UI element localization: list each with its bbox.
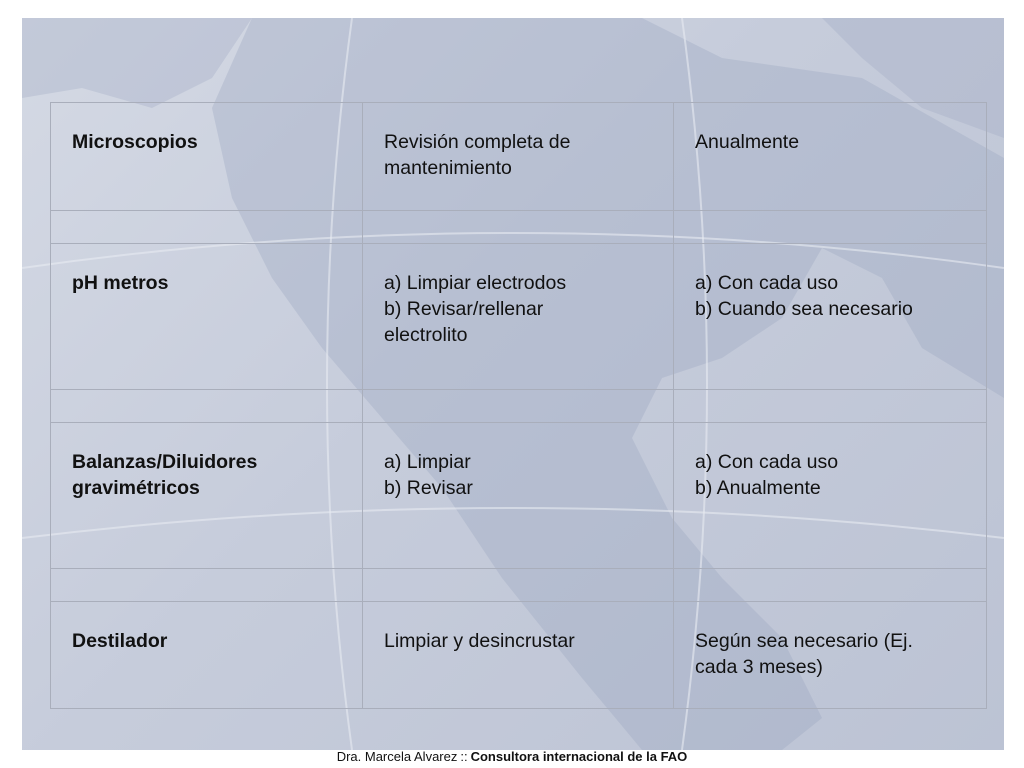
table-row — [51, 602, 987, 709]
task-cell — [363, 423, 674, 569]
table-row — [51, 244, 987, 390]
spacer-cell — [363, 211, 674, 244]
footer — [0, 747, 1024, 768]
maintenance-table — [50, 102, 987, 709]
task-cell — [363, 103, 674, 211]
spacer-cell — [674, 569, 987, 602]
task-cell — [363, 602, 674, 709]
task-cell — [363, 244, 674, 390]
cell-text: electrolito — [384, 324, 468, 346]
cell-text: Limpiar y desincrustar — [384, 630, 575, 652]
spacer-cell — [674, 211, 987, 244]
spacer-row — [51, 390, 987, 423]
cell-text: a) Con cada uso — [695, 451, 839, 473]
table-row — [51, 423, 987, 569]
frequency-cell — [674, 103, 987, 211]
cell-text: a) Limpiar — [384, 451, 471, 473]
frequency-cell — [674, 244, 987, 390]
spacer-row — [51, 569, 987, 602]
spacer-cell — [51, 211, 363, 244]
cell-text: cada 3 meses) — [695, 656, 823, 678]
frequency-cell — [674, 423, 987, 569]
table-row — [51, 103, 987, 211]
spacer-cell — [51, 390, 363, 423]
cell-text: mantenimiento — [384, 157, 512, 179]
cell-text: b) Anualmente — [695, 477, 821, 499]
cell-text: b) Cuando sea necesario — [695, 298, 913, 320]
cell-text: a) Con cada uso — [695, 272, 839, 294]
equipment-cell — [51, 103, 363, 211]
cell-text: b) Revisar/rellenar — [384, 298, 544, 320]
spacer-cell — [363, 569, 674, 602]
spacer-cell — [674, 390, 987, 423]
maintenance-table-container — [50, 102, 982, 709]
spacer-cell — [363, 390, 674, 423]
map-landmass-north — [22, 18, 252, 108]
footer-author: Dra. Marcela Alvarez — [336, 749, 458, 764]
cell-text: gravimétricos — [72, 477, 200, 499]
footer-organization: Consultora internacional de la FAO — [470, 749, 688, 764]
equipment-cell — [51, 244, 363, 390]
equipment-cell — [51, 602, 363, 709]
spacer-cell — [51, 569, 363, 602]
cell-text: Destilador — [72, 630, 168, 652]
cell-text: Revisión completa de — [384, 131, 571, 153]
cell-text: Según sea necesario (Ej. — [695, 630, 913, 652]
spacer-row — [51, 211, 987, 244]
cell-text: b) Revisar — [384, 477, 473, 499]
frequency-cell — [674, 602, 987, 709]
cell-text: a) Limpiar electrodos — [384, 272, 567, 294]
cell-text: Microscopios — [72, 131, 198, 153]
cell-text: Balanzas/Diluidores — [72, 451, 258, 473]
footer-separator: :: — [460, 749, 468, 764]
equipment-cell — [51, 423, 363, 569]
cell-text: Anualmente — [695, 131, 800, 153]
cell-text: pH metros — [72, 272, 169, 294]
